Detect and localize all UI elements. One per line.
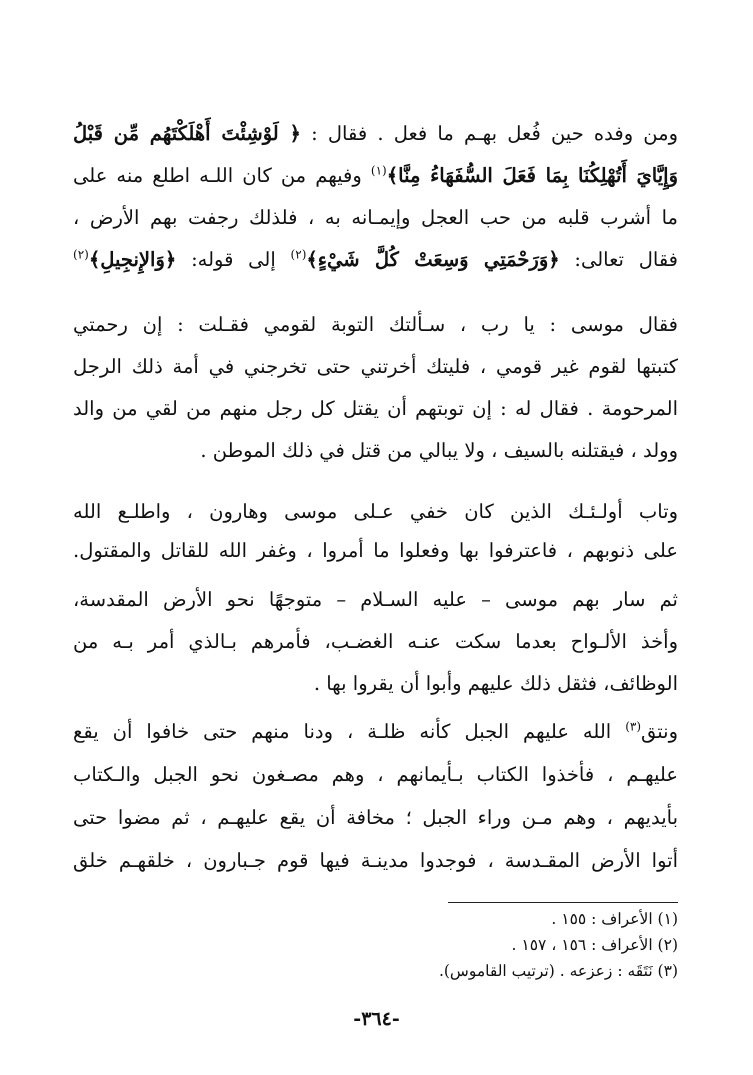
body-line <box>73 240 678 280</box>
body-line: المرحومة . فقال له : إن توبتهم أن يقتل كل رجل منهم من لقي من والد <box>73 397 678 420</box>
body-line: كتبتها لقوم غير قومي ، فليتك أخرتني حتى تخرجني في أمة ذلك الرجل <box>73 355 678 378</box>
body-text: فقال تعالى: <box>574 248 678 271</box>
footnote: (٣) نَتَقَه : زعزعه . (ترتيب القاموس). <box>438 962 678 980</box>
body-line: الوظائف، فثقل ذلك عليهم وأبوا أن يقروا بها . <box>313 672 678 695</box>
footnote-ref: (٢) <box>73 247 89 262</box>
body-line: وأخذ الألـواح بعدما سكت عنـه الغضـب، فأمرهم بـالذي أمر بـه من <box>73 630 678 653</box>
body-line: وتاب أولـئـك الذين كان خفي عـلى موسى وهارون ، واطلـع الله <box>73 500 678 523</box>
footnote: (١) الأعراف : ١٥٥ . <box>551 910 678 928</box>
quran-quote: وَإِيَّايَ أَتُهْلِكُنَا بِمَا فَعَلَ السُّفَهَاءُ مِنَّا﴾ <box>386 164 678 187</box>
body-text: وفيهم من كان اللـه اطلع منه على <box>73 164 362 187</box>
body-text: إلى قوله: <box>191 248 276 271</box>
page-number: -٣٦٤- <box>353 1008 400 1030</box>
body-line: ثم سار بهم موسى – عليه السـلام – متوجهًا نحو الأرض المقدسة، <box>73 588 678 611</box>
body-line <box>73 712 678 752</box>
quran-quote: ﴿وَالإِنجِيلِ﴾ <box>88 248 177 271</box>
footnote-divider <box>448 902 678 903</box>
body-text: ونتق <box>641 720 678 743</box>
body-line: على ذنوبهم ، فاعترفوا بها وفعلوا ما أمروا ، وغفر الله للقاتل والمقتول. <box>73 539 678 562</box>
body-line <box>73 114 678 154</box>
body-text: الله عليهم الجبل كأنه ظلـة ، ودنا منهم حتى خافوا أن يقع <box>73 720 612 743</box>
body-line: عليهـم ، فأخذوا الكتاب بـأيمانهم ، وهم مصـغون نحو الجبل والـكتاب <box>73 763 678 786</box>
body-line: ما أشرب قلبه من حب العجل وإيمـانه به ، فلذلك رجفت بهم الأرض ، <box>73 206 678 229</box>
quran-quote: ﴿وَرَحْمَتِي وَسِعَتْ كُلَّ شَيْءٍ﴾ <box>306 248 560 271</box>
body-text: ومن وفده حين فُعل بهـم ما فعل . فقال : <box>311 122 678 145</box>
body-line: وولد ، فيقتلنه بالسيف ، ولا يبالي من قتل في ذلك الموطن . <box>200 439 678 462</box>
body-line: أتوا الأرض المقـدسة ، فوجدوا مدينـة فيها قوم جـبارون ، خلقهـم خلق <box>73 849 678 872</box>
footnote: (٢) الأعراف : ١٥٦ ، ١٥٧ . <box>511 936 678 954</box>
quran-quote: ﴿ لَوْشِئْتَ أَهْلَكْتَهُم مِّن قَبْلُ <box>73 122 301 145</box>
footnote-ref: (١) <box>370 163 387 178</box>
footnote-ref: (٢) <box>290 247 307 262</box>
footnote-ref: (٣) <box>625 719 642 734</box>
body-line: فقال موسى : يا رب ، سـألتك التوبة لقومي فقـلت : إن رحمتي <box>73 313 678 336</box>
body-line: بأيديهم ، وهم مـن وراء الجبل ؛ مخافة أن يقع عليهـم ، ثم مضوا حتى <box>73 806 678 829</box>
body-line <box>73 156 678 196</box>
